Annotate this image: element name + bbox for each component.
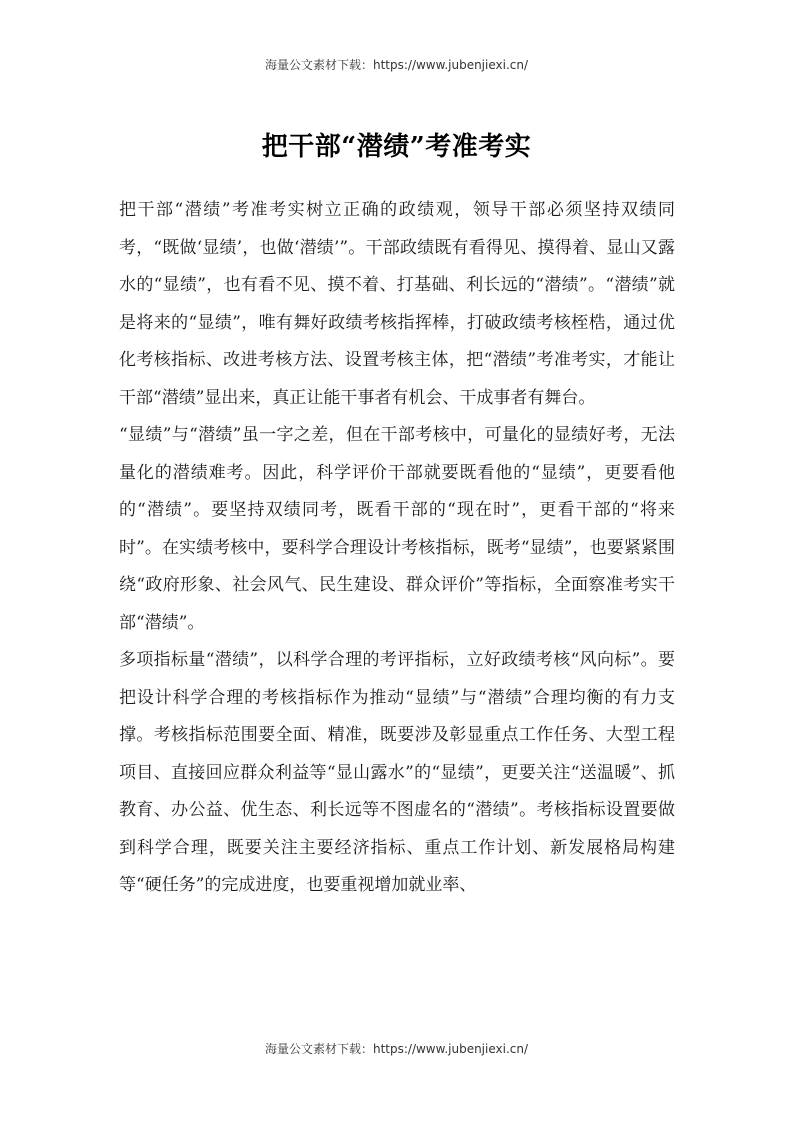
paragraph-2: “显绩”与“潜绩”虽一字之差，但在干部考核中，可量化的显绩好考，无法量化的潜绩难考。因此，科学评价干部就要既看他的“显绩”，更要看他的“潜绩”。要坚持双绩同考，既看干部的“现在时”，更看干部的“将来时”。在实绩考核中，要科学合理设计考核指标，既考“显绩”，也要紧紧围绕“政府形象、社会风气、民生建设、群众评价”等指标，全面察准考实干部“潜绩”。 — [119, 425, 675, 633]
paragraph-1: 把干部“潜绩”考准考实树立正确的政绩观，领导干部必须坚持双绩同考，“既做‘显绩’，也做‘潜绩’”。干部政绩既有看得见、摸得着、显山又露水的“显绩”，也有看不见、摸不着、打基础、利长远的“潜绩”。“潜绩”就是将来的“显绩”，唯有舞好政绩考核指挥棒，打破政绩考核桎梏，通过优化考核指标、改进考核方法、设置考核主体，把“潜绩”考准考实，才能让干部“潜绩”显出来，真正让能干事者有机会、干成事者有舞台。 — [119, 200, 675, 408]
page-footer: 海量公文素材下载：https://www.jubenjiexi.cn/ — [264, 1042, 529, 1056]
document-title: 把干部“潜绩”考准考实 — [261, 132, 532, 162]
paragraph-3: 多项指标量“潜绩”，以科学合理的考评指标，立好政绩考核“风向标”。要把设计科学合理的考核指标作为推动“显绩”与“潜绩”合理均衡的有力支撑。考核指标范围要全面、精准，既要涉及彰显重点工作任务、大型工程项目、直接回应群众利益等“显山露水”的“显绩”，更要关注“送温暖”、抓教育、办公益、优生态、利长远等不图虚名的“潜绩”。考核指标设置要做到科学合理，既要关注主要经济指标、重点工作计划、新发展格局构建等“硬任务”的完成进度，也要重视增加就业率、 — [119, 650, 675, 895]
document-body — [119, 192, 675, 905]
page-header: 海量公文素材下载：https://www.jubenjiexi.cn/ — [264, 58, 529, 72]
